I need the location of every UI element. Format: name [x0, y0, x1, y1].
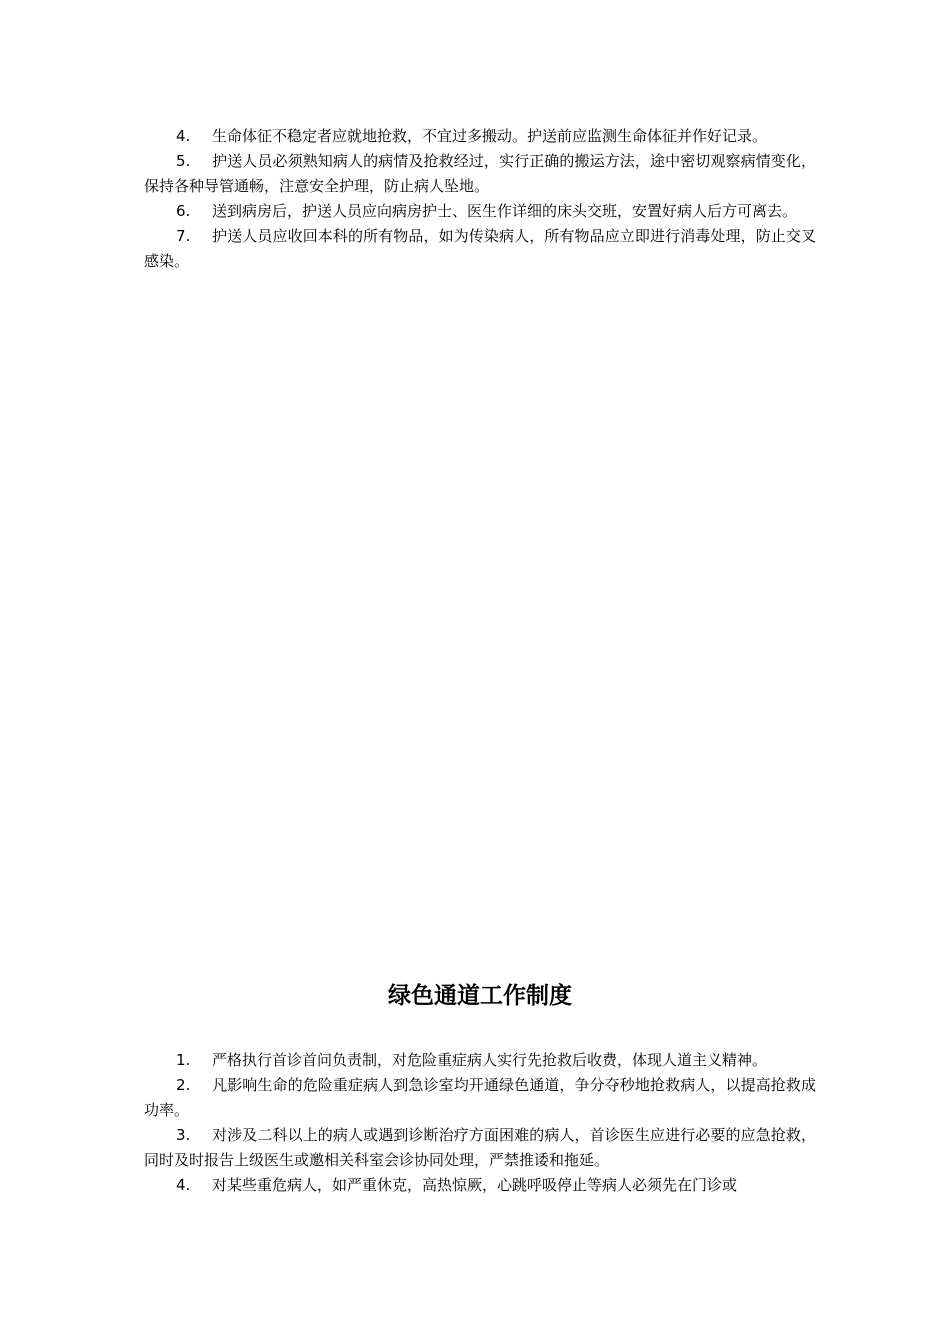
list-item [144, 1048, 816, 1073]
list-item [144, 199, 816, 224]
item-number: 4. [176, 127, 191, 145]
item-text: 护送人员必须熟知病人的病情及抢救经过，实行正确的搬运方法，途中密切观察病情变化，保持各种导管通畅，注意安全护理，防止病人坠地。 [144, 152, 816, 195]
item-text: 对某些重危病人，如严重休克，高热惊厥，心跳呼吸停止等病人必须先在门诊或 [212, 1176, 738, 1194]
item-text: 对涉及二科以上的病人或遇到诊断治疗方面困难的病人，首诊医生应进行必要的应急抢救，同时及时报告上级医生或邀相关科室会诊协同处理，严禁推诿和拖延。 [144, 1126, 816, 1169]
item-text: 送到病房后，护送人员应向病房护士、医生作详细的床头交班，安置好病人后方可离去。 [212, 202, 798, 220]
list-item [144, 149, 816, 199]
item-number: 4. [176, 1176, 191, 1194]
item-number: 6. [176, 202, 191, 220]
item-number: 1. [176, 1051, 191, 1069]
list-item [144, 1123, 816, 1173]
item-number: 2. [176, 1076, 191, 1094]
list-item [144, 1073, 816, 1123]
item-number: 3. [176, 1126, 191, 1144]
item-text: 护送人员应收回本科的所有物品，如为传染病人，所有物品应立即进行消毒处理，防止交叉感染。 [144, 227, 816, 270]
list-item [144, 1173, 816, 1198]
item-text: 生命体征不稳定者应就地抢救，不宜过多搬动。护送前应监测生命体征并作好记录。 [212, 127, 768, 145]
green-channel-section [144, 978, 816, 1198]
item-text: 凡影响生命的危险重症病人到急诊室均开通绿色通道，争分夺秒地抢救病人，以提高抢救成功率。 [144, 1076, 816, 1119]
list-item [144, 224, 816, 274]
item-number: 7. [176, 227, 191, 245]
transport-rules-section [144, 124, 816, 274]
page-title: 绿色通道工作制度 [388, 983, 572, 1009]
item-number: 5. [176, 152, 191, 170]
list-item [144, 124, 816, 149]
item-text: 严格执行首诊首问负责制，对危险重症病人实行先抢救后收费，体现人道主义精神。 [212, 1051, 768, 1069]
